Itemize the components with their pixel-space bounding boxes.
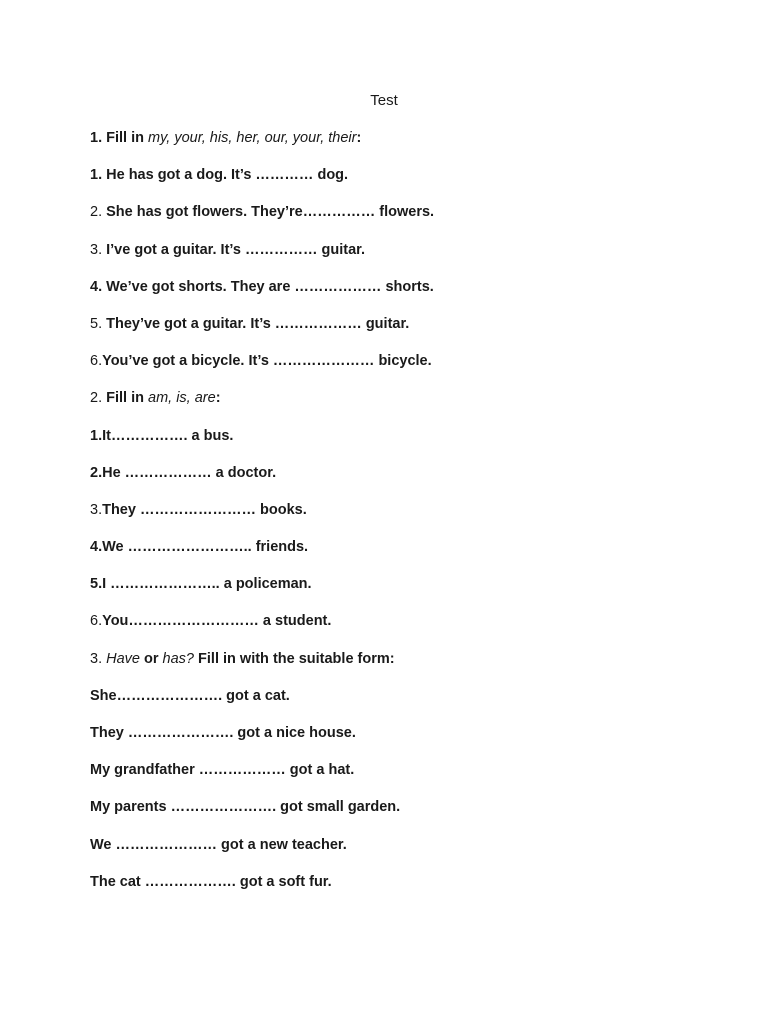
exercise-content [90,127,710,908]
heading-word-has: has? [162,650,194,667]
item-text: The cat ………………. got a soft fur. [90,873,332,890]
section-2-item [90,425,710,462]
heading-word-have: Have [106,650,140,667]
item-text: We ………………… got a new teacher. [90,836,347,853]
section-3-item [90,871,710,908]
item-text: My parents …………………. got small garden. [90,799,401,816]
item-number: 3. [90,241,103,258]
section-number: 1. [90,130,103,146]
section-3-item [90,796,710,833]
section-2-heading [90,387,710,424]
item-number: 2. [90,464,103,481]
heading-colon: : [356,130,362,146]
item-number: 5. [90,576,103,593]
item-text: He ……………… a doctor. [102,464,277,481]
heading-words: am, is, are [148,390,216,407]
item-text: We’ve got shorts. They are ……………… shorts. [106,278,434,295]
section-number: 3. [90,650,103,667]
section-1-item [90,201,710,238]
item-text: I’ve got a guitar. It’s …………… guitar. [106,241,366,258]
section-2-item [90,610,710,647]
item-text: They …………………… books. [102,501,307,518]
section-3-heading [90,648,710,685]
page-title: Test [370,92,398,109]
item-text: She has got flowers. They’re…………… flowers. [106,204,435,221]
heading-text: Fill in [106,130,144,146]
item-text: We …………………….. friends. [102,539,309,556]
item-text: My grandfather ……………… got a hat. [90,762,355,779]
item-number: 6. [90,353,103,370]
item-text: I ………………….. a policeman. [102,576,312,593]
heading-words: my, your, his, her, our, your, their [148,130,357,146]
item-number: 2. [90,204,103,221]
section-1-item [90,164,710,201]
item-text: You……………………… a student. [102,613,332,630]
item-text: They’ve got a guitar. It’s ……………… guitar. [106,315,410,332]
item-text: It……………. a bus. [102,427,234,444]
heading-word-or: or [144,650,159,667]
item-number: 1. [90,427,103,444]
heading-text: Fill in with the suitable form: [198,650,395,667]
item-text: They …………………. got a nice house. [90,725,356,741]
section-2-item [90,462,710,499]
item-number: 4. [90,278,103,295]
item-number: 4. [90,539,103,556]
section-1-item [90,350,710,387]
section-3-item [90,834,710,871]
item-number: 3. [90,501,103,518]
section-1-item [90,239,710,276]
section-1-heading [90,127,710,164]
section-2-item [90,499,710,536]
section-1-item [90,276,710,313]
section-1-item [90,313,710,350]
section-3-item [90,759,710,796]
heading-text: Fill in [106,390,144,407]
section-2-item [90,573,710,610]
item-number: 5. [90,315,103,332]
item-text: You’ve got a bicycle. It’s ………………… bicycle. [102,353,432,370]
item-number: 1. [90,167,103,184]
item-text: She…………………. got a cat. [90,687,290,704]
section-2-item [90,536,710,573]
section-3-item [90,722,710,759]
heading-colon: : [215,390,221,407]
section-number: 2. [90,390,103,407]
item-number: 6. [90,613,103,630]
section-3-item [90,685,710,722]
item-text: He has got a dog. It’s ………… dog. [106,167,349,184]
